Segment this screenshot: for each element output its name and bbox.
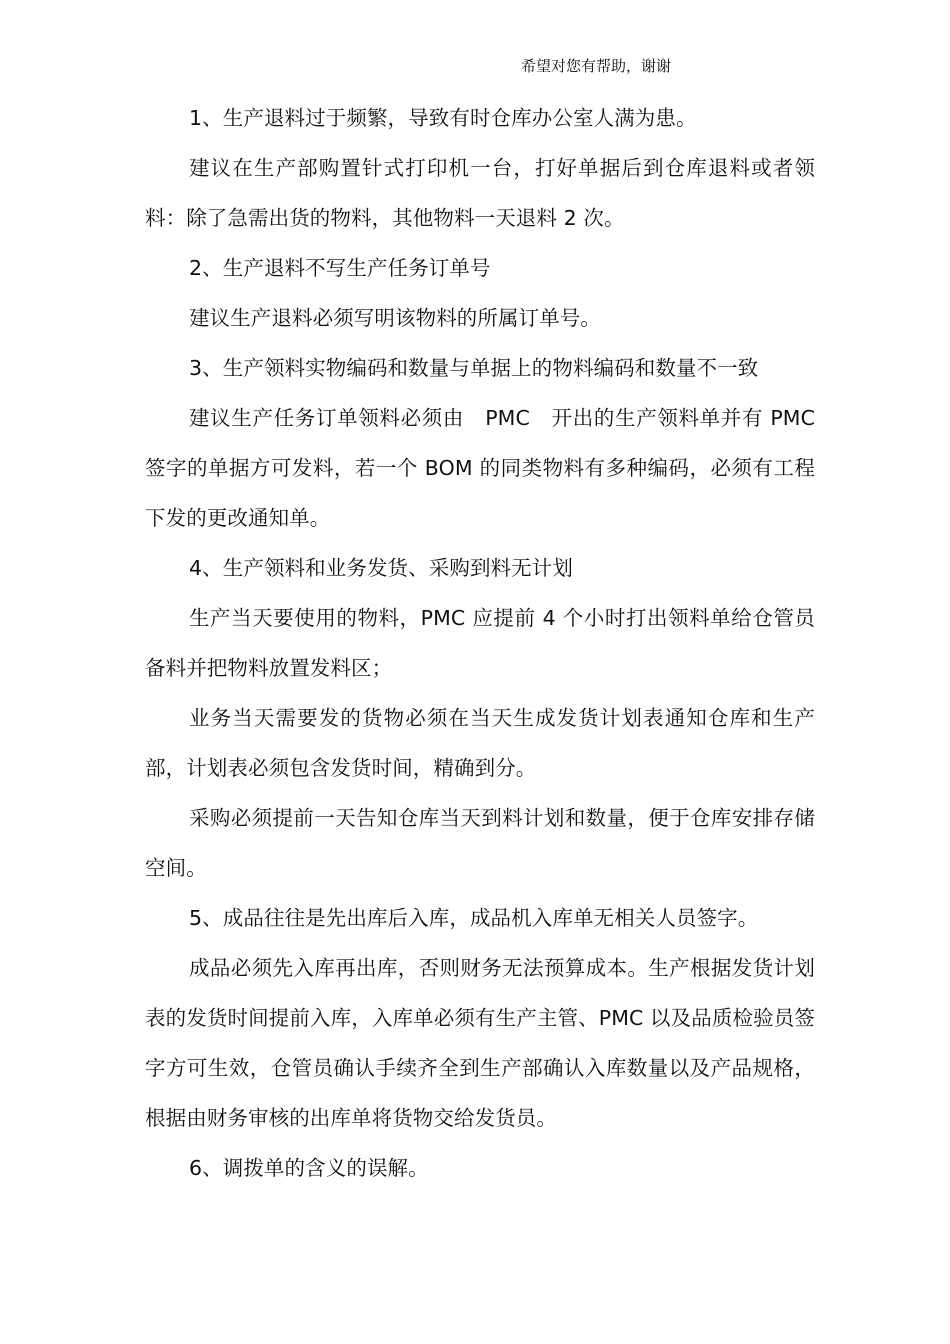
issue-2-suggestion: 建议生产退料必须写明该物料的所属订单号。 — [189, 306, 601, 330]
issue-2-heading: 2、生产退料不写生产任务订单号 — [189, 256, 491, 280]
issue-6-heading: 6、调拨单的含义的误解。 — [189, 1156, 429, 1180]
issue-1-suggestion: 建议在生产部购置针式打印机一台，打好单据后到仓库退料或者领料：除了急需出货的物料，其他物料一天退料 2 次。 — [145, 156, 815, 230]
header-note: 希望对您有帮助，谢谢 — [521, 57, 672, 75]
issue-5-heading: 5、成品往往是先出库后入库，成品机入库单无相关人员签字。 — [189, 906, 759, 930]
issue-3-heading: 3、生产领料实物编码和数量与单据上的物料编码和数量不一致 — [189, 356, 759, 380]
document-body — [145, 93, 815, 1193]
issue-4-shipping-plan: 业务当天需要发的货物必须在当天生成发货计划表通知仓库和生产部，计划表必须包含发货时间，精确到分。 — [145, 706, 815, 780]
issue-4-purchase-plan: 采购必须提前一天告知仓库当天到料计划和数量，便于仓库安排存储空间。 — [145, 806, 815, 880]
issue-4-heading: 4、生产领料和业务发货、采购到料无计划 — [189, 556, 573, 580]
issue-1-heading: 1、生产退料过于频繁，导致有时仓库办公室人满为患。 — [189, 106, 697, 130]
issue-5-suggestion: 成品必须先入库再出库，否则财务无法预算成本。生产根据发货计划表的发货时间提前入库，入库单必须有生产主管、PMC 以及品质检验员签字方可生效，仓管员确认手续齐全到生产部确认入库数量以及产品规格，根据由财务审核的出库单将货物交给发货员。 — [145, 956, 815, 1130]
issue-3-suggestion: 建议生产任务订单领料必须由 PMC 开出的生产领料单并有 PMC 签字的单据方可发料，若一个 BOM 的同类物料有多种编码，必须有工程下发的更改通知单。 — [145, 406, 815, 530]
issue-4-production-plan: 生产当天要使用的物料，PMC 应提前 4 个小时打出领料单给仓管员备料并把物料放置发料区； — [145, 606, 815, 680]
